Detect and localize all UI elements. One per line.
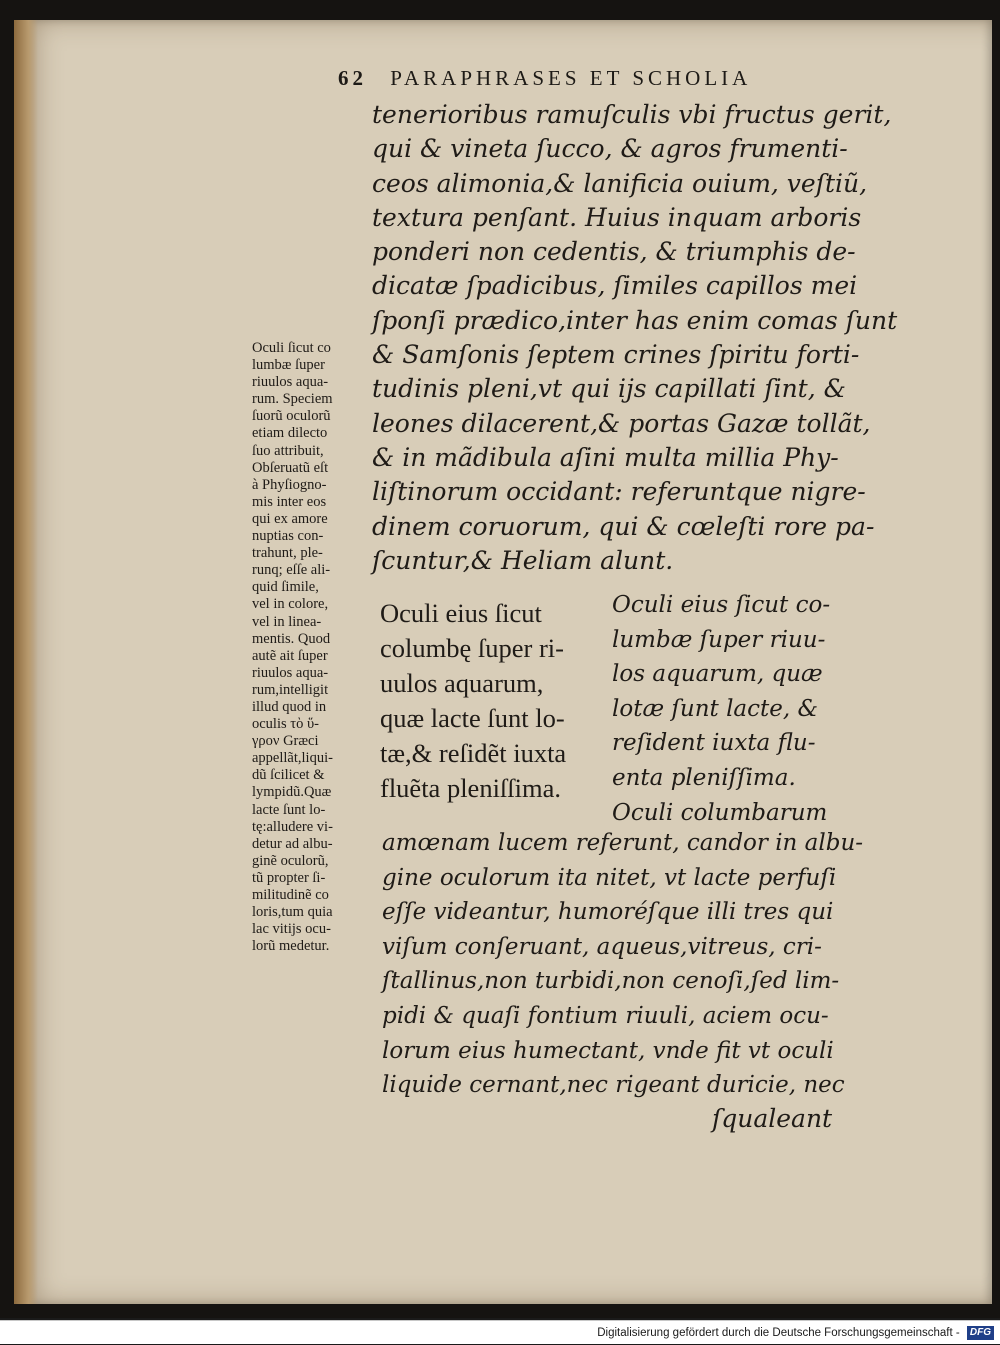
paraphrase-line: lotæ ſunt lacte, &	[612, 695, 818, 722]
margin-note-line: illud quod in	[252, 698, 327, 715]
paraphrase-line: Oculi columbarum	[612, 799, 828, 826]
margin-note-line: dũ ſcilicet &	[252, 767, 325, 784]
margin-note-line: mentis. Quod	[252, 630, 331, 647]
margin-note-line: nuptias con-	[252, 528, 324, 545]
continuation-line: lorum eius humectant, vnde fit vt oculi	[382, 1037, 834, 1064]
main-text-line: ceos alimonia,& lanificia ouium, veſtiũ,	[372, 168, 868, 198]
margin-note-line: lacte ſunt lo-	[252, 801, 326, 818]
main-text-line: liſtinorum occidant: referuntque nigre-	[372, 477, 866, 507]
margin-note-line: lorũ medetur.	[252, 938, 330, 955]
main-text-line: dicatæ ſpadicibus, ſimiles capillos mei	[372, 271, 858, 301]
verse-line: uulos aquarum,	[380, 668, 544, 698]
margin-note-line: Oculi ſicut co	[252, 340, 331, 356]
margin-note-line: lympidũ.Quæ	[252, 784, 332, 801]
verse-line: quæ lacte ſunt lo-	[380, 703, 565, 733]
continuation-line: pidi & quaſi fontium riuuli, aciem ocu-	[382, 1002, 829, 1029]
main-text-block	[372, 98, 898, 578]
verse-line: fluẽta pleniſſima.	[380, 773, 562, 803]
margin-note-line: militudinẽ co	[252, 887, 329, 903]
main-text-line: ſcuntur,& Heliam alunt.	[372, 545, 674, 575]
margin-note-line: vel in colore,	[252, 596, 329, 613]
continuation-line: viſum conſeruant, aqueus,vitreus, cri-	[382, 933, 822, 960]
margin-note-line: loris,tum quia	[252, 904, 333, 921]
main-text-line: ponderi non cedentis, & triumphis de-	[372, 237, 856, 267]
marginal-note	[252, 340, 378, 955]
margin-note-line: rum. Speciem	[252, 391, 333, 408]
main-text-line: leones dilacerent,& portas Gazæ tollãt,	[372, 408, 871, 438]
catchword: ſqualeant	[712, 1104, 833, 1133]
continuation-line: ſtallinus,non turbidi,non cenoſi,ſed lim-	[382, 968, 840, 995]
margin-note-line: trahunt, ple-	[252, 545, 323, 562]
margin-note-line: autẽ ait ſuper	[252, 647, 328, 664]
verse-line: Oculi eius ſicut	[380, 598, 542, 628]
margin-note-line: Obſeruatũ eſt	[252, 459, 329, 476]
margin-note-line: ſuo attribuit,	[252, 442, 324, 459]
margin-note-line: tę:alludere vi-	[252, 818, 333, 835]
dfg-logo: DFG	[967, 1326, 994, 1340]
main-text-line: tudinis pleni,vt qui ijs capillati ſint, &	[372, 374, 846, 404]
main-text-line: & Samſonis ſeptem crines ſpiritu forti-	[372, 340, 860, 370]
paraphrase-line: reſident iuxta flu-	[612, 730, 816, 757]
margin-note-line: riuulos aqua-	[252, 374, 329, 391]
margin-note-line: ſuorũ oculorũ	[252, 408, 331, 425]
running-header	[338, 66, 818, 91]
margin-note-line: ginẽ oculorũ,	[252, 852, 329, 869]
continuation-line: gine oculorum ita nitet, vt lacte perfuſi	[382, 864, 837, 891]
margin-note-line: tũ propter ſi-	[252, 869, 326, 886]
main-text-line: textura penſant. Huius inquam arboris	[372, 202, 862, 232]
continuation-line: amœnam lucem referunt, candor in albu-	[382, 830, 864, 856]
margin-note-line: lac vitijs ocu-	[252, 921, 331, 938]
paraphrase-line: lumbæ ſuper riuu-	[612, 626, 826, 653]
margin-note-line: quid ſimile,	[252, 579, 319, 596]
margin-note-line: à Phyſiogno-	[252, 476, 327, 493]
paraphrase-line: los aquarum, quæ	[612, 661, 823, 688]
margin-note-line: qui ex amore	[252, 510, 328, 527]
margin-note-line: vel in linea-	[252, 613, 322, 630]
margin-note-line: appellãt,liqui-	[252, 750, 333, 767]
paraphrase-line: Oculi eius ſicut co-	[612, 592, 831, 618]
margin-note-line: runq; eſſe ali-	[252, 562, 331, 579]
margin-note-line: oculis τὸ ὕ-	[252, 716, 319, 733]
margin-note-line: riuulos aqua-	[252, 664, 329, 681]
paraphrase-text-block	[612, 588, 842, 830]
paraphrase-line: enta pleniſſima.	[612, 764, 796, 791]
margin-note-line: mis inter eos	[252, 493, 327, 510]
continuation-line: liquide cernant,nec rigeant duricie, nec	[382, 1072, 845, 1099]
continuation-line: eſſe videantur, humoréſque illi tres qui	[382, 899, 834, 926]
main-text-line: tenerioribus ramuſculis vbi fructus gerit,	[372, 100, 892, 129]
margin-note-line: lumbæ ſuper	[252, 357, 325, 374]
continuation-text-block	[382, 826, 864, 1103]
margin-note-line: rum,intelligit	[252, 681, 329, 698]
main-text-line: ſponſi prædico,inter has enim comas ſunt	[372, 305, 898, 335]
margin-note-line: detur ad albu-	[252, 835, 333, 852]
margin-note-line: etiam dilecto	[252, 425, 328, 442]
footer-credit: Digitalisierung gefördert durch die Deutsche Forschungsgemeinschaft -	[597, 1327, 960, 1339]
page-number: 62	[338, 66, 367, 90]
main-text-line: & in mãdibula aſini multa millia Phy-	[372, 442, 839, 472]
running-title: PARAPHRASES ET SCHOLIA	[390, 66, 752, 90]
verse-text-block	[380, 596, 605, 806]
verse-line: columbę ſuper ri-	[380, 633, 564, 663]
page-gutter-shadow	[14, 20, 38, 1304]
main-text-line: dinem coruorum, qui & cœleſti rore pa-	[372, 511, 875, 541]
main-text-line: qui & vineta ſucco, & agros frumenti-	[372, 134, 848, 164]
margin-note-line: γρον Græci	[252, 733, 319, 750]
digitization-footer	[0, 1320, 1000, 1344]
verse-line: tæ,& reſidẽt iuxta	[380, 738, 567, 768]
